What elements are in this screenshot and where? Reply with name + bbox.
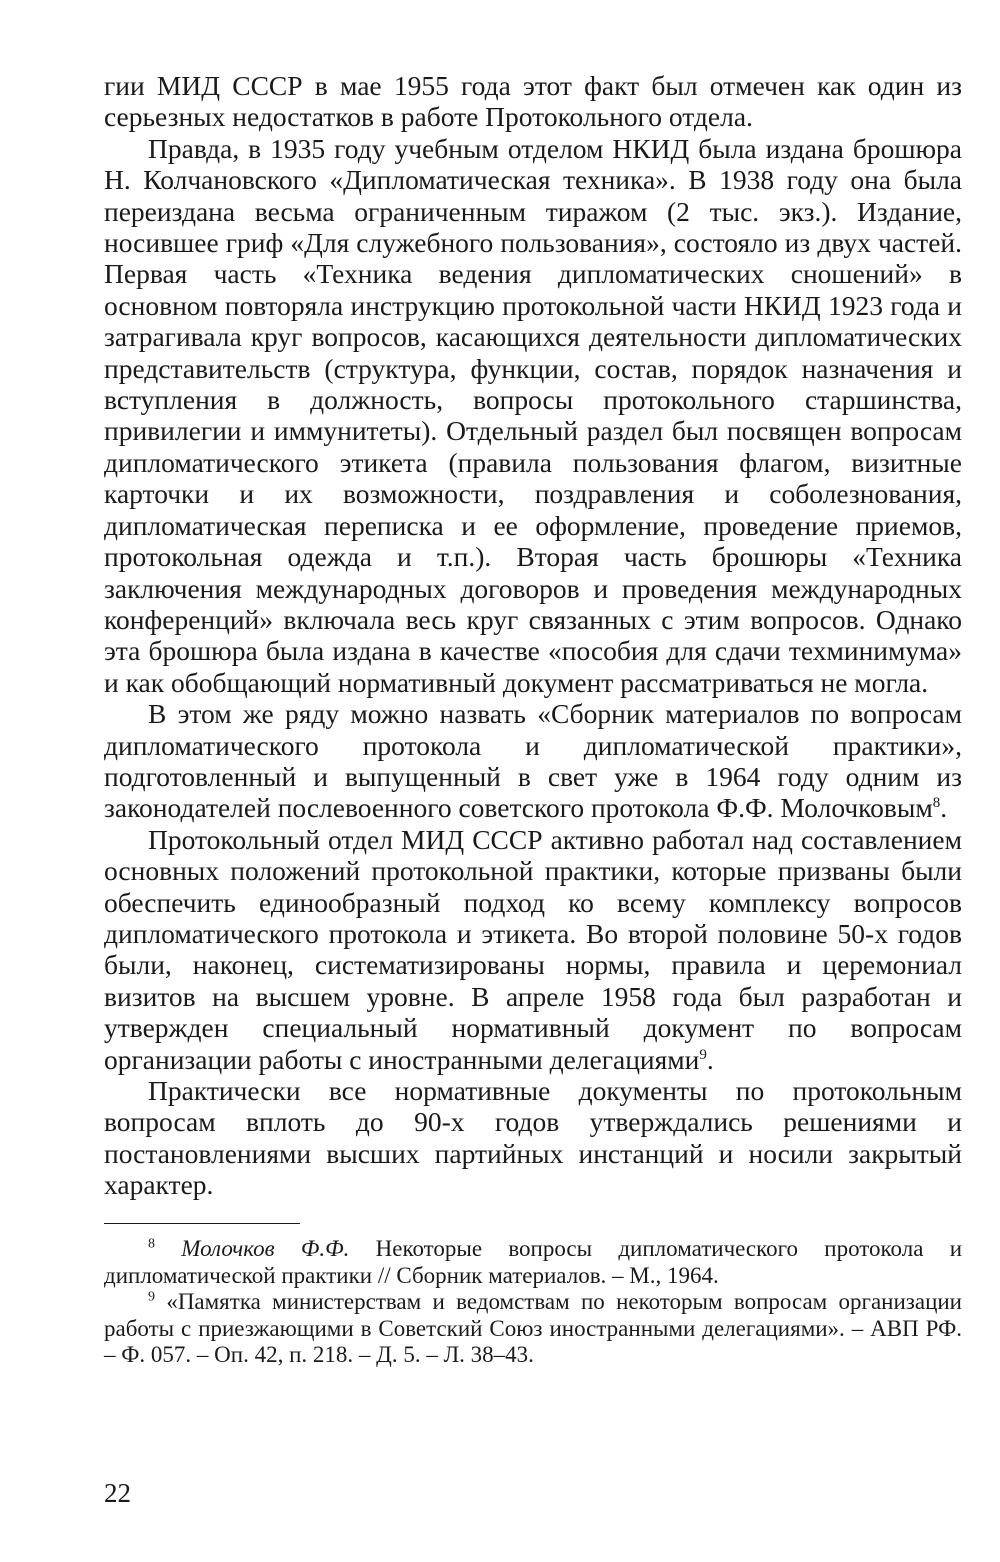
paragraph-kolchanovsky-brochure: Правда, в 1935 году учебным отделом НКИД была издана брошюра Н. Колчановского «Дипломатическая техника». В 1938 году она была переиздана весьма ограниченным тиражом (2 тыс. экз.). Издание, носившее гриф «Для служебного пользования», состояло из двух частей. Первая часть «Техника ведения дипломатических сношений» в основном повторяла инструкцию протокольной части НКИД 1923 года и затрагивала круг вопросов, касающихся деятельности дипломатических представительств (структура, функции, состав, порядок назначения и вступления в должность, вопросы протокольного старшинства, привилегии и иммунитеты). Отдельный раздел был посвящен вопросам дипломатического этикета (правила пользования флагом, визитные карточки и их возможности, поздравления и соболезнования, дипломатическая переписка и ее оформление, проведение приемов, протокольная одежда и т.п.). Вторая часть брошюры «Техника заключения международных договоров и проведения международных конференций» включала весь круг связанных с этим вопросов. Однако эта брошюра была издана в качестве «пособия для сдачи техминимума» и как обобщающий нормативный документ рассматриваться не могла. bbox=[104, 132, 962, 698]
paragraph-continuation: гии МИД СССР в мае 1955 года этот факт был отмечен как один из серьезных недостатков в работе Протокольного отдела. bbox=[104, 70, 962, 133]
footnote-ref-8[interactable]: 8 bbox=[932, 795, 941, 812]
footnote-9 bbox=[104, 1289, 962, 1369]
footnote-number: 9 bbox=[148, 1289, 155, 1305]
paragraph-protocol-department bbox=[104, 824, 962, 1075]
page-number: 22 bbox=[104, 1478, 131, 1508]
page-body bbox=[104, 70, 962, 1369]
footnote-author: Молочков Ф.Ф. bbox=[181, 1236, 350, 1262]
footnote-ref-9[interactable]: 9 bbox=[699, 1046, 707, 1063]
footnote-text: «Памятка министерствам и ведомствам по некоторым вопросам организации работы с приезжающими в Советский Союз иностранными делегациями». – АВП РФ. – Ф. 057. – Оп. 42, п. 218. – Д. 5. – Л. 38–43. bbox=[104, 1289, 962, 1368]
paragraph-closed-documents: Практически все нормативные документы по протокольным вопросам вплоть до 90-х годов утверждались решениями и постановлениями высших партийных инстанций и носили закрытый характер. bbox=[104, 1075, 962, 1201]
paragraph-tail: . bbox=[706, 1043, 714, 1075]
footnote-divider bbox=[104, 1223, 300, 1225]
footnote-8 bbox=[104, 1236, 962, 1289]
paragraph-tail: . bbox=[940, 792, 948, 824]
footnote-number: 8 bbox=[148, 1236, 155, 1252]
paragraph-text: В этом же ряду можно назвать «Сборник материалов по вопросам дипломатического протокола и дипломатической практики», подготовленный и выпущенный в свет уже в 1964 году одним из законодателей послевоенного советского протокола Ф.Ф. Молочковым bbox=[104, 698, 962, 824]
footnote-text: Некоторые вопросы дипломатического протокола и дипломатической практики // Сборник материалов. – М., 1964. bbox=[104, 1236, 963, 1288]
paragraph-text: Протокольный отдел МИД СССР активно работал над составлением основных положений протокольной практики, которые призваны были обеспечить единообразный подход ко всему комплексу вопросов дипломатического протокола и этикета. Во второй половине 50-х годов были, наконец, систематизированы нормы, правила и церемониал визитов на высшем уровне. В апреле 1958 года был разработан и утвержден специальный нормативный документ по вопросам организации работы с иностранными делегациями bbox=[104, 823, 962, 1075]
paragraph-molochkov-collection bbox=[104, 698, 962, 824]
